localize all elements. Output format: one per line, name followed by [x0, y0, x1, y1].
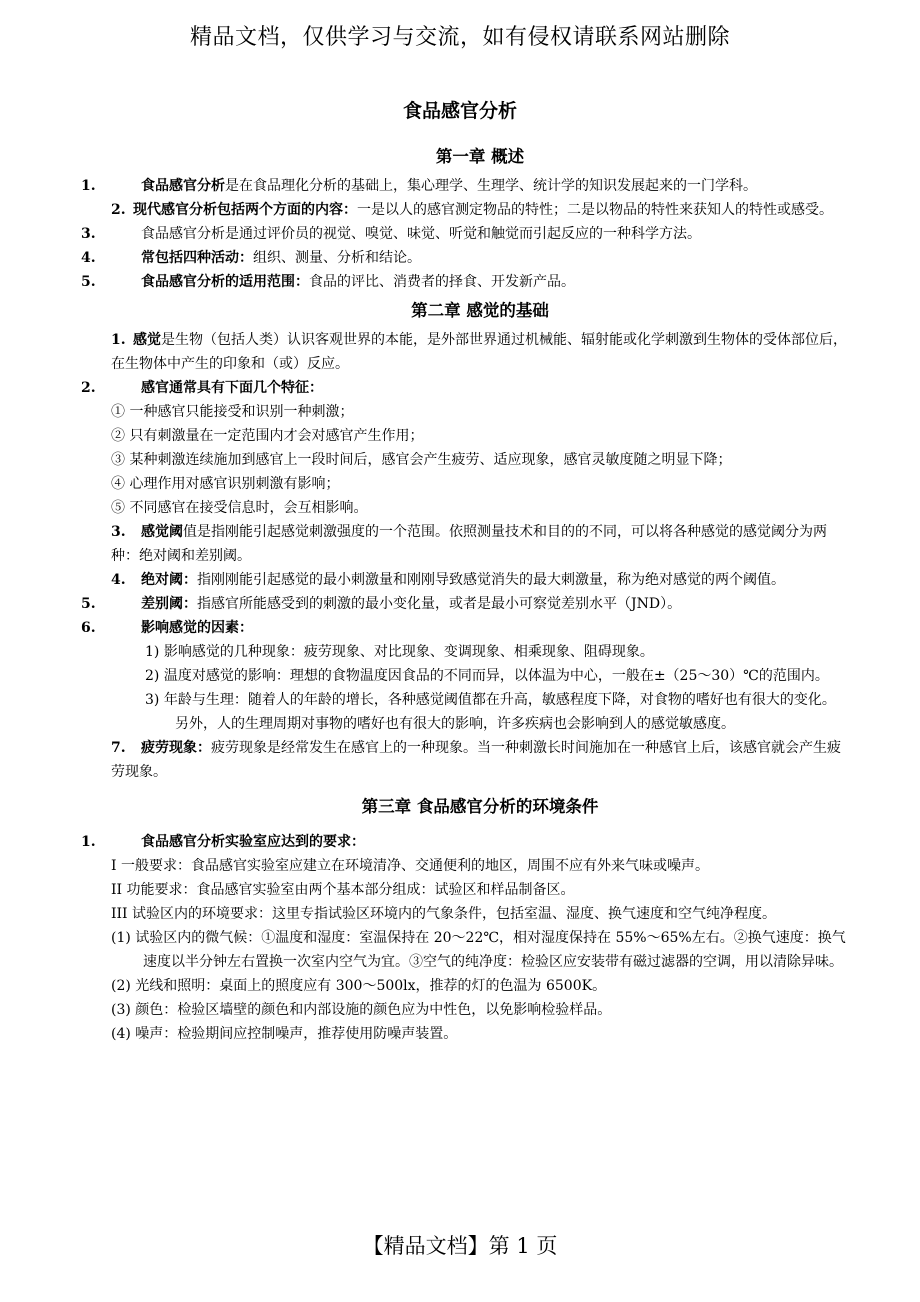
- item-number: 4.: [111, 572, 126, 588]
- item-bold: 感官通常具有下面几个特征：: [141, 380, 323, 396]
- item-text: 指感官所能感受到的刺激的最小变化量，或者是最小可察觉差别水平（JND）。: [197, 596, 682, 612]
- item-bold: 影响感觉的因素：: [141, 620, 253, 636]
- item-number: 1.: [81, 178, 96, 194]
- ch3-env-noise: (4) 噪声：检验期间应控制噪声，推荐使用防噪声装置。: [111, 1026, 458, 1042]
- item-number: 5.: [81, 596, 96, 612]
- ch3-env-microclimate: (1) 试验区内的微气候：①温度和湿度：室温保持在 20～22℃，相对湿度保持在 55%～65%左右。②换气速度：换气速度以半分钟左右置换一次室内空气为宜。③空气的纯净度：检验区应安装带有磁过滤器的空调，用以清除异味。: [111, 930, 846, 970]
- ch2-item-1: [111, 328, 849, 376]
- document-body: [81, 140, 849, 1046]
- ch2-feature-2: ② 只有刺激量在一定范围内才会对感官产生作用；: [111, 428, 424, 444]
- item-number: 2.: [111, 202, 126, 218]
- item-number: 1.: [81, 834, 96, 850]
- ch1-item-5: [81, 270, 849, 294]
- item-bold: 感觉阈: [141, 524, 183, 540]
- item-bold: 绝对阈：: [141, 572, 197, 588]
- ch1-item-2: [111, 198, 849, 222]
- item-number: 5.: [81, 274, 96, 290]
- item-text: 是在食品理化分析的基础上，集心理学、生理学、统计学的知识发展起来的一门学科。: [225, 178, 757, 194]
- item-bold: 食品感官分析的适用范围：: [141, 274, 309, 290]
- item-text: 食品的评比、消费者的择食、开发新产品。: [309, 274, 575, 290]
- item-bold: 食品感官分析: [141, 178, 225, 194]
- item-text: 值是指刚能引起感觉刺激强度的一个范围。依照测量技术和目的的不同，可以将各种感觉的感觉阈分为两种：绝对阈和差别阈。: [111, 524, 827, 564]
- item-text: 一是以人的感官测定物品的特性；二是以物品的特性来获知人的特性或感受。: [357, 202, 833, 218]
- item-bold: 现代感官分析包括两个方面的内容：: [133, 202, 357, 218]
- ch2-item-3: [111, 520, 849, 568]
- item-text: 疲劳现象是经常发生在感官上的一种现象。当一种刺激长时间施加在一种感官上后，该感官就会产生疲劳现象。: [111, 740, 841, 780]
- ch3-item-1: [81, 830, 849, 854]
- ch2-factor-3: 3) 年龄与生理：随着人的年龄的增长，各种感觉阈值都在升高，敏感程度下降，对食物的嗜好也有很大的变化。另外，人的生理周期对事物的嗜好也有很大的影响，许多疾病也会影响到人的感觉敏感度。: [145, 692, 836, 732]
- ch3-req-function: II 功能要求：食品感官实验室由两个基本部分组成：试验区和样品制备区。: [111, 882, 575, 898]
- item-bold: 常包括四种活动：: [141, 250, 253, 266]
- ch2-item-5: [81, 592, 849, 616]
- ch2-factor-1: 1) 影响感觉的几种现象：疲劳现象、对比现象、变调现象、相乘现象、阻碍现象。: [145, 644, 654, 660]
- item-text: 食品感官分析是通过评价员的视觉、嗅觉、味觉、听觉和触觉而引起反应的一种科学方法。: [141, 226, 701, 242]
- ch2-item-4: [111, 568, 849, 592]
- ch3-env-color: (3) 颜色：检验区墙壁的颜色和内部设施的颜色应为中性色，以免影响检验样品。: [111, 1002, 612, 1018]
- ch2-factor-2: 2) 温度对感觉的影响：理想的食物温度因食品的不同而异，以体温为中心，一般在±（25～30）℃的范围内。: [145, 668, 829, 684]
- ch1-item-3: [81, 222, 849, 246]
- item-text: 指刚刚能引起感觉的最小刺激量和刚刚导致感觉消失的最大刺激量，称为绝对感觉的两个阈值。: [197, 572, 785, 588]
- ch3-env-lighting: (2) 光线和照明：桌面上的照度应有 300～500lx，推荐的灯的色温为 6500K。: [111, 978, 607, 994]
- item-bold: 感觉: [133, 332, 161, 348]
- item-bold: 食品感官分析实验室应达到的要求：: [141, 834, 365, 850]
- item-number: 4.: [81, 250, 96, 266]
- ch2-feature-1: ① 一种感官只能接受和识别一种刺激；: [111, 404, 354, 420]
- ch2-feature-5: ⑤ 不同感官在接受信息时，会互相影响。: [111, 500, 368, 516]
- ch2-item-6: [81, 616, 849, 640]
- ch1-item-1: [81, 174, 849, 198]
- page-footer: 【精品文档】第 1 页: [362, 1234, 558, 1258]
- item-bold: 疲劳现象：: [141, 740, 211, 756]
- document-title: 食品感官分析: [402, 100, 517, 122]
- ch1-item-4: [81, 246, 849, 270]
- ch2-item-2: [81, 376, 849, 400]
- ch2-feature-4: ④ 心理作用对感官识别刺激有影响；: [111, 476, 340, 492]
- chapter-3-heading: 第三章 食品感官分析的环境条件: [361, 797, 599, 816]
- chapter-1-heading: 第一章 概述: [435, 147, 525, 166]
- item-number: 2.: [81, 380, 96, 396]
- item-text: 组织、测量、分析和结论。: [253, 250, 421, 266]
- item-number: 3.: [111, 524, 126, 540]
- ch3-req-general: I 一般要求：食品感官实验室应建立在环境清净、交通便利的地区，周围不应有外来气味或噪声。: [111, 858, 709, 874]
- item-number: 7.: [111, 740, 126, 756]
- item-number: 3.: [81, 226, 96, 242]
- chapter-2-heading: 第二章 感觉的基础: [411, 301, 549, 320]
- item-text: 是生物（包括人类）认识客观世界的本能，是外部世界通过机械能、辐射能或化学刺激到生物体的受体部位后，在生物体中产生的印象和（或）反应。: [111, 332, 847, 372]
- item-number: 6.: [81, 620, 96, 636]
- item-number: 1.: [111, 332, 126, 348]
- ch3-req-environment: III 试验区内的环境要求：这里专指试验区环境内的气象条件，包括室温、湿度、换气速度和空气纯净程度。: [111, 906, 777, 922]
- ch2-item-7: [111, 736, 849, 784]
- page-header-notice: 精品文档，仅供学习与交流，如有侵权请联系网站删除: [189, 25, 730, 50]
- item-bold: 差别阈：: [141, 596, 197, 612]
- ch2-feature-3: ③ 某种刺激连续施加到感官上一段时间后，感官会产生疲劳、适应现象，感官灵敏度随之明显下降；: [111, 452, 732, 468]
